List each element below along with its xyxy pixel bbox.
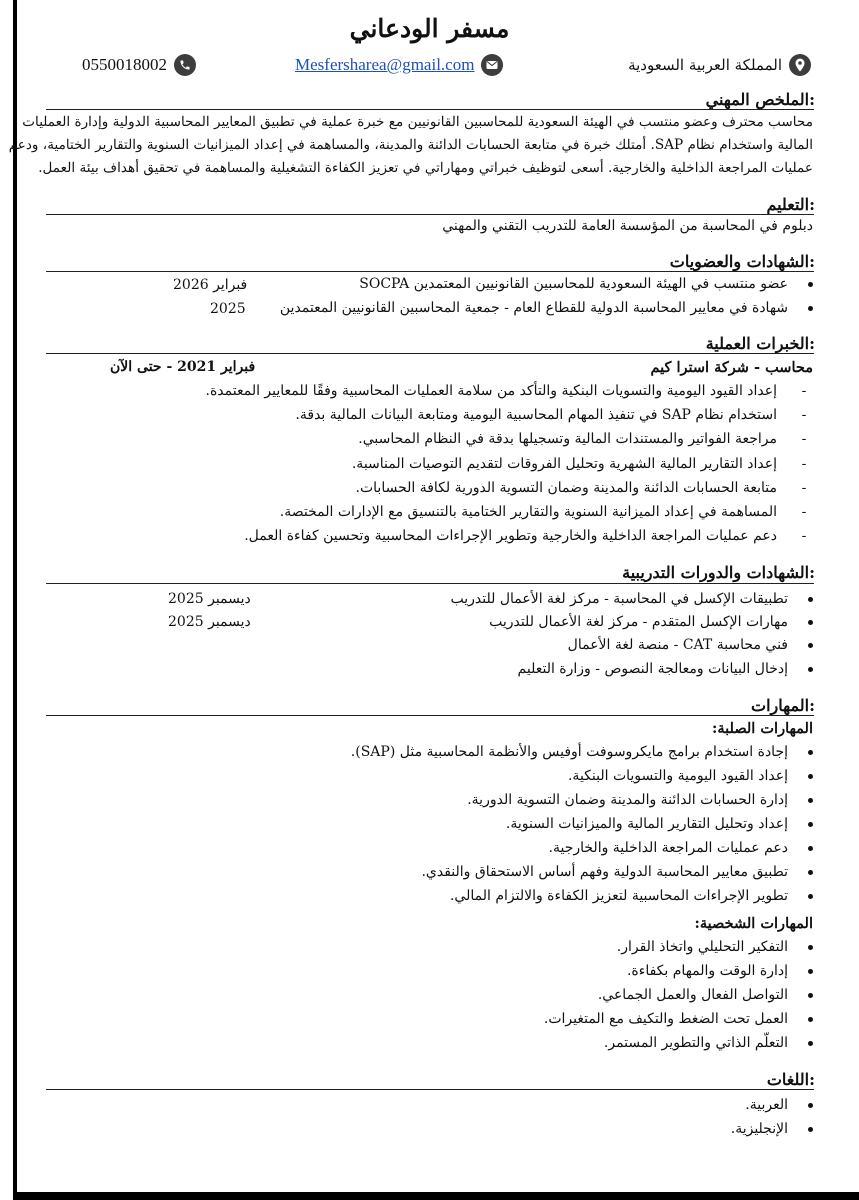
hard-skill-text: إدارة الحسابات الدائنة والمدينة وضمان التسوية الدورية. — [467, 792, 788, 808]
training-text: إدخال البيانات ومعالجة النصوص - وزارة التعليم — [517, 661, 788, 677]
bullet-icon — [808, 282, 813, 287]
bullet-icon — [808, 846, 813, 851]
hard-skill-text: إعداد وتحليل التقارير المالية والميزانيات السنوية. — [505, 816, 788, 832]
training-text: فني محاسبة CAT - منصة لغة الأعمال — [567, 637, 788, 653]
summary-divider — [46, 109, 814, 110]
cert-item — [280, 300, 813, 316]
bullet-icon — [808, 750, 813, 755]
bullet-icon — [808, 894, 813, 899]
certs-heading: الشهادات والعضويات: — [669, 252, 815, 271]
dash-icon: - — [801, 383, 807, 399]
bullet-icon — [808, 945, 813, 950]
dash-icon: - — [801, 456, 807, 472]
experience-item — [352, 456, 813, 472]
soft-skill-item — [544, 1011, 813, 1027]
bullet-icon — [808, 1103, 813, 1108]
cert-text: عضو منتسب في الهيئة السعودية للمحاسبين القانونيين المعتمدين SOCPA — [359, 276, 788, 292]
bullet-icon — [808, 798, 813, 803]
hard-skill-text: دعم عمليات المراجعة الداخلية والخارجية. — [548, 840, 788, 856]
bullet-icon — [808, 774, 813, 779]
bullet-icon — [808, 822, 813, 827]
bullet-icon — [808, 667, 813, 672]
soft-skill-text: إدارة الوقت والمهام بكفاءة. — [626, 963, 788, 979]
experience-item — [280, 504, 813, 520]
hard-skill-item — [506, 816, 813, 832]
bullet-icon — [808, 870, 813, 875]
skills-divider — [46, 715, 814, 716]
hard-skill-text: تطوير الإجراءات المحاسبية لتعزيز الكفاءة والالتزام المالي. — [449, 888, 788, 904]
language-text: العربية. — [745, 1097, 788, 1113]
location-contact — [628, 52, 811, 78]
dash-icon: - — [801, 431, 807, 447]
hard-skill-item — [351, 744, 813, 760]
summary-heading: الملخص المهني: — [705, 90, 815, 109]
dash-icon: - — [801, 504, 807, 520]
experience-item — [244, 528, 813, 544]
bullet-icon — [808, 1017, 813, 1022]
phone-icon — [174, 54, 196, 76]
location-pin-icon — [789, 54, 811, 76]
experience-heading: الخبرات العملية: — [705, 334, 815, 353]
experience-item-text: دعم عمليات المراجعة الداخلية والخارجية وتطوير الإجراءات المحاسبية وتحسين كفاءة العمل. — [244, 528, 777, 544]
training-date: ديسمبر 2025 — [168, 614, 251, 630]
training-item — [489, 614, 813, 630]
job-period: فبراير 2021 - حتى الآن — [110, 359, 256, 375]
education-divider — [46, 214, 814, 215]
location-text: المملكة العربية السعودية — [628, 56, 782, 74]
experience-item-text: متابعة الحسابات الدائنة والمدينة وضمان التسوية الدورية لكافة الحسابات. — [355, 480, 777, 496]
email-link[interactable]: Mesfersharea@gmail.com — [295, 55, 475, 74]
experience-item — [206, 383, 813, 399]
soft-skill-text: التعلّم الذاتي والتطوير المستمر. — [603, 1035, 788, 1051]
bullet-icon — [808, 306, 813, 311]
hard-skill-item — [549, 840, 813, 856]
training-date: ديسمبر 2025 — [168, 591, 251, 607]
job-title: محاسب - شركة استرا كيم — [650, 359, 813, 376]
experience-item-text: المساهمة في إعداد الميزانية السنوية والتقارير الختامية بالتنسيق مع الإدارات المختصة. — [279, 504, 777, 520]
soft-skill-text: التفكير التحليلي واتخاذ القرار. — [616, 939, 788, 955]
experience-item-text: مراجعة الفواتير والمستندات المالية وتسجيلها بدقة في النظام المحاسبي. — [358, 431, 777, 447]
experience-item-text: استخدام نظام SAP في تنفيذ المهام المحاسبية اليومية ومتابعة البيانات المالية بدقة. — [295, 407, 777, 423]
training-heading: الشهادات والدورات التدريبية: — [622, 563, 815, 582]
soft-skill-item — [604, 1035, 813, 1051]
cert-date: فبراير 2026 — [173, 277, 248, 293]
training-item — [518, 661, 813, 677]
experience-item-text: إعداد التقارير المالية الشهرية وتحليل الفروقات لتقديم التوصيات المناسبة. — [351, 456, 777, 472]
education-heading: التعليم: — [766, 195, 815, 214]
certs-divider — [46, 271, 814, 272]
hard-skill-text: إجادة استخدام برامج مايكروسوفت أوفيس والأنظمة المحاسبية مثل (SAP). — [350, 744, 788, 760]
education-text: دبلوم في المحاسبة من المؤسسة العامة للتدريب التقني والمهني — [442, 218, 813, 234]
hard-skill-text: إعداد القيود اليومية والتسويات البنكية. — [567, 768, 788, 784]
bottom-border — [13, 1192, 859, 1200]
email-contact — [295, 52, 503, 78]
language-text: الإنجليزية. — [730, 1121, 788, 1137]
bullet-icon — [808, 643, 813, 648]
languages-divider — [46, 1089, 814, 1090]
summary-line-3: عمليات المراجعة الداخلية والخارجية. أسعى لتوظيف خبراتي ومهاراتي في تعزيز الكفاءة التشغيلية والمساهمة في تحقيق أهداف بيئة العمل. — [38, 160, 813, 176]
soft-skill-item — [598, 987, 813, 1003]
bullet-icon — [808, 1127, 813, 1132]
skills-heading: المهارات: — [751, 696, 815, 715]
hard-skills-heading: المهارات الصلبة: — [712, 720, 813, 737]
envelope-icon — [481, 54, 503, 76]
cert-date: 2025 — [210, 301, 246, 317]
training-divider — [46, 583, 814, 584]
soft-skill-text: العمل تحت الضغط والتكيف مع المتغيرات. — [543, 1011, 788, 1027]
experience-item — [358, 431, 813, 447]
soft-skill-item — [627, 963, 813, 979]
experience-item — [356, 480, 813, 496]
dash-icon: - — [801, 407, 807, 423]
hard-skill-text: تطبيق معايير المحاسبة الدولية وفهم أساس الاستحقاق والنقدي. — [421, 864, 788, 880]
soft-skills-heading: المهارات الشخصية: — [694, 915, 813, 932]
candidate-name: مسفر الودعاني — [349, 14, 510, 43]
bullet-icon — [808, 969, 813, 974]
training-text: تطبيقات الإكسل في المحاسبة - مركز لغة الأعمال للتدريب — [450, 591, 788, 607]
dash-icon: - — [801, 480, 807, 496]
training-text: مهارات الإكسل المتقدم - مركز لغة الأعمال للتدريب — [489, 614, 788, 630]
left-border — [13, 0, 17, 1200]
experience-item — [295, 407, 813, 423]
training-item — [451, 591, 813, 607]
language-item — [745, 1097, 813, 1113]
summary-line-1: محاسب محترف وعضو منتسب في الهيئة السعودية للمحاسبين القانونيين مع خبرة عملية في تطبيق المعايير المحاسبية الدولية وإدارة العمليات — [22, 114, 813, 130]
phone-contact — [82, 52, 196, 78]
training-item — [568, 637, 813, 653]
bullet-icon — [808, 597, 813, 602]
hard-skill-item — [450, 888, 813, 904]
cert-text: شهادة في معايير المحاسبة الدولية للقطاع العام - جمعية المحاسبين القانونيين المعتمدين — [279, 300, 788, 316]
cert-item — [359, 276, 813, 292]
soft-skill-item — [617, 939, 813, 955]
phone-number: 0550018002 — [82, 55, 167, 74]
languages-heading: اللغات: — [766, 1070, 815, 1089]
hard-skill-item — [421, 864, 813, 880]
hard-skill-item — [467, 792, 813, 808]
summary-line-2: المالية واستخدام نظام SAP. أمتلك خبرة في متابعة الحسابات الدائنة والمدينة، والمساهمة في إعداد الميزانيات السنوية والتقارير الختامية، ودعم — [8, 137, 813, 153]
experience-divider — [46, 353, 814, 354]
bullet-icon — [808, 1041, 813, 1046]
bullet-icon — [808, 620, 813, 625]
language-item — [731, 1121, 813, 1137]
bullet-icon — [808, 993, 813, 998]
dash-icon: - — [801, 528, 807, 544]
hard-skill-item — [568, 768, 813, 784]
experience-item-text: إعداد القيود اليومية والتسويات البنكية والتأكد من سلامة العمليات المحاسبية وفقًا للمعايير المعتمدة. — [205, 383, 777, 399]
soft-skill-text: التواصل الفعال والعمل الجماعي. — [597, 987, 788, 1003]
